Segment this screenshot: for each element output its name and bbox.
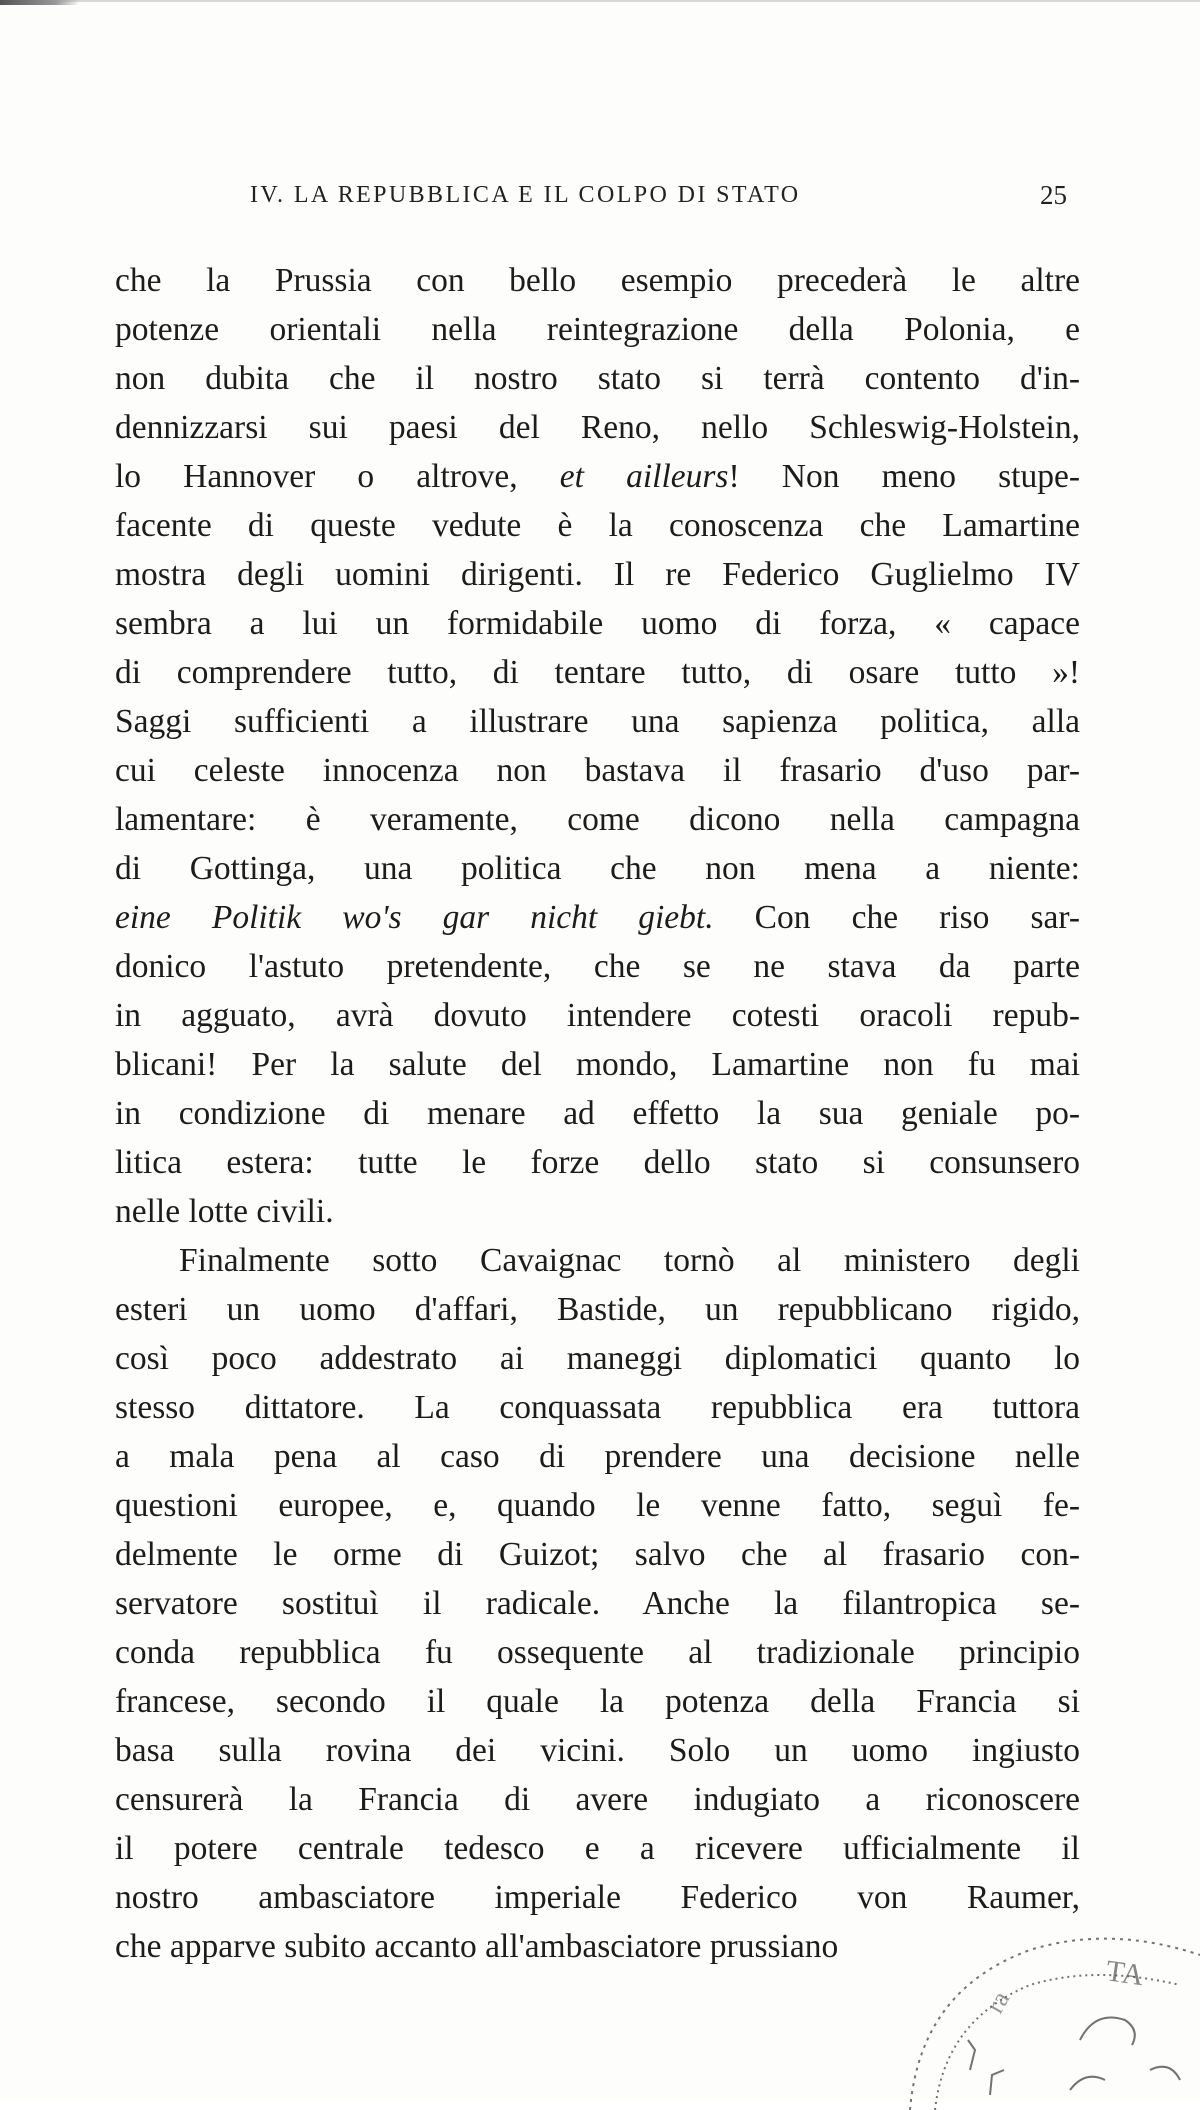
text-line: Finalmente sotto Cavaignac tornò al ministero degli — [179, 1242, 1080, 1279]
text-line: litica estera: tutte le forze dello stato si consunsero — [115, 1144, 1080, 1181]
text-line: donico l'astuto pretendente, che se ne stava da parte — [115, 948, 1080, 985]
text-line: sembra a lui un formidabile uomo di forza, « capace — [115, 605, 1080, 642]
top-edge-shadow — [0, 0, 80, 5]
text-line: potenze orientali nella reintegrazione della Polonia, e — [115, 311, 1080, 348]
text-line: delmente le orme di Guizot; salvo che al frasario con- — [115, 1536, 1080, 1573]
stamp-mark-2 — [968, 2040, 975, 2070]
text-line: nostro ambasciatore imperiale Federico von Raumer, — [115, 1879, 1080, 1916]
text-line: così poco addestrato ai maneggi diplomatici quanto lo — [115, 1340, 1080, 1377]
top-edge-rule — [0, 0, 1200, 2]
text-line: facente di queste vedute è la conoscenza che Lamartine — [115, 507, 1080, 544]
stamp-mark-1 — [990, 2070, 1004, 2095]
text-line: francese, secondo il quale la potenza della Francia si — [115, 1683, 1080, 1720]
text-line: non dubita che il nostro stato si terrà contento d'in- — [115, 360, 1080, 397]
paragraph-2 — [115, 1236, 1080, 1971]
page-number: 25 — [1040, 180, 1067, 210]
text-line: cui celeste innocenza non bastava il frasario d'uso par- — [115, 752, 1080, 789]
italic-phrase: eine Politik wo's gar nicht giebt. — [115, 899, 714, 936]
text-line: Saggi sufficienti a illustrare una sapienza politica, alla — [115, 703, 1080, 740]
text-line: questioni europee, e, quando le venne fatto, seguì fe- — [115, 1487, 1080, 1524]
paragraph-1 — [115, 256, 1080, 1236]
text-line: basa sulla rovina dei vicini. Solo un uomo ingiusto — [115, 1732, 1080, 1769]
stamp-text-a: TA — [1104, 1954, 1146, 1993]
text-line: nelle lotte civili. — [115, 1193, 334, 1230]
text-line: esteri un uomo d'affari, Bastide, un repubblicano rigido, — [115, 1291, 1080, 1328]
text-line: censurerà la Francia di avere indugiato a riconoscere — [115, 1781, 1080, 1818]
running-head: IV. LA REPUBBLICA E IL COLPO DI STATO — [250, 182, 801, 208]
library-stamp — [880, 1880, 1200, 2110]
stamp-curl-1 — [1080, 2018, 1135, 2046]
text-line: di comprendere tutto, di tentare tutto, di osare tutto »! — [115, 654, 1080, 691]
italic-phrase: et ailleurs — [559, 458, 729, 495]
stamp-curl-2 — [1070, 2077, 1105, 2090]
text-line: mostra degli uomini dirigenti. Il re Federico Guglielmo IV — [115, 556, 1080, 593]
text-line: in condizione di menare ad effetto la sua geniale po- — [115, 1095, 1080, 1132]
text-line: che apparve subito accanto all'ambasciatore prussiano — [115, 1928, 839, 1965]
text-line: lo Hannover o altrove, et ailleurs! Non meno stupe- — [115, 458, 1080, 495]
text-line: il potere centrale tedesco e a ricevere ufficialmente il — [115, 1830, 1080, 1867]
text-line: blicani! Per la salute del mondo, Lamartine non fu mai — [115, 1046, 1080, 1083]
stamp-outer-arc — [910, 1939, 1200, 2110]
text-line: in agguato, avrà dovuto intendere cotesti oracoli repub- — [115, 997, 1080, 1034]
text-line: che la Prussia con bello esempio precederà le altre — [115, 262, 1080, 299]
text-line: dennizzarsi sui paesi del Reno, nello Schleswig-Holstein, — [115, 409, 1080, 446]
text-line: eine Politik wo's gar nicht giebt. Con che riso sar- — [115, 899, 1080, 936]
stamp-text-b: ra — [980, 1986, 1016, 2018]
text-line: a mala pena al caso di prendere una decisione nelle — [115, 1438, 1080, 1475]
text-line: di Gottinga, una politica che non mena a niente: — [115, 850, 1080, 887]
text-line: servatore sostituì il radicale. Anche la filantropica se- — [115, 1585, 1080, 1622]
body-text — [115, 256, 1080, 1971]
text-line: lamentare: è veramente, come dicono nella campagna — [115, 801, 1080, 838]
stamp-inner-arc — [935, 1975, 1180, 2110]
text-line: conda repubblica fu ossequente al tradizionale principio — [115, 1634, 1080, 1671]
stamp-curl-3 — [1150, 2067, 1180, 2080]
text-line: stesso dittatore. La conquassata repubblica era tuttora — [115, 1389, 1080, 1426]
